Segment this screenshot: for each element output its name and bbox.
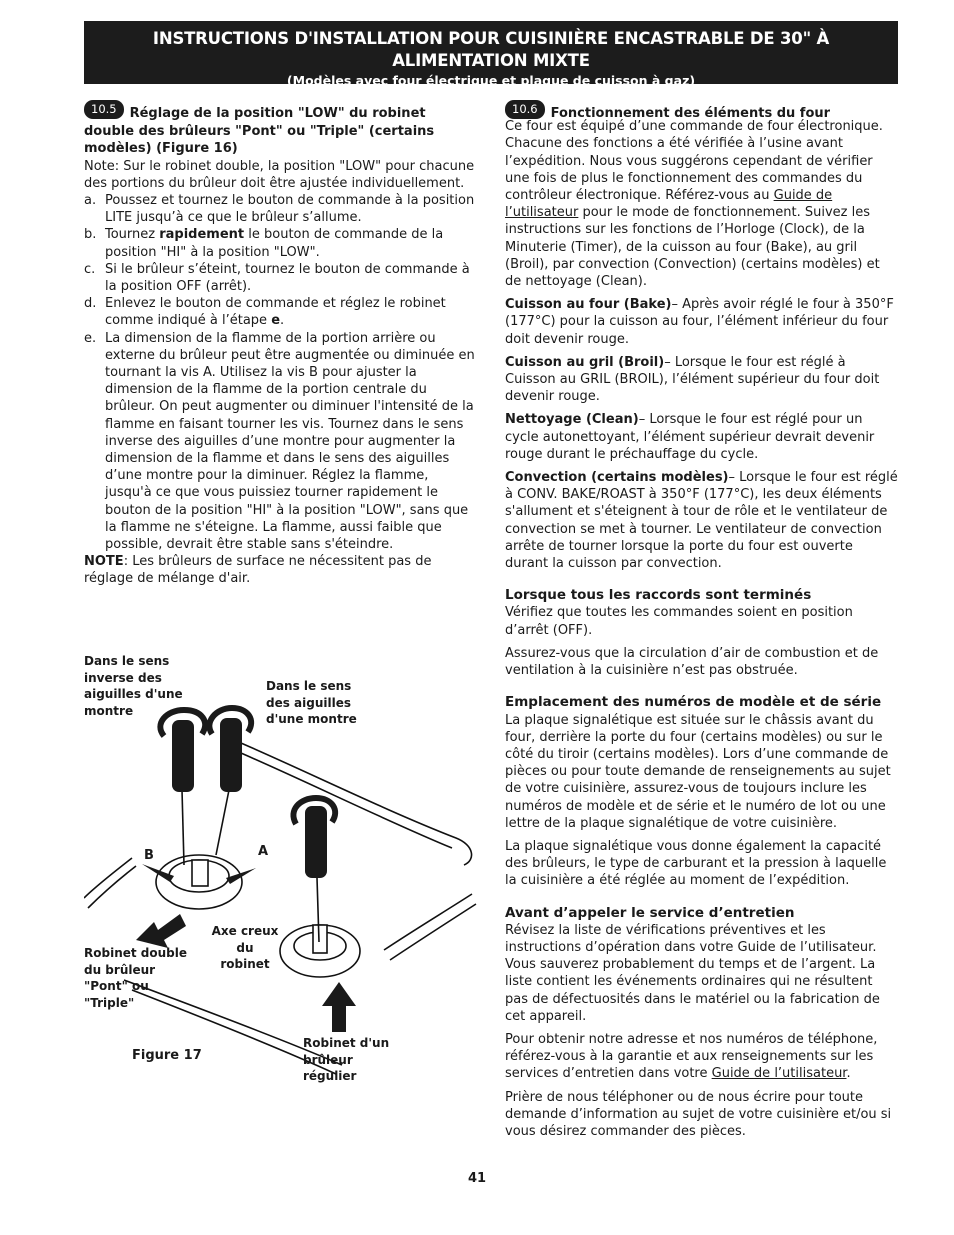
label-double-valve: Robinet double du brûleur "Pont" ou "Triple": [84, 946, 188, 1010]
service-p2: Pour obtenir notre adresse et nos numéros de téléphone, référez-vous à la garantie et aux renseignements sur les services d’entretien dans votre Guide de l’utilisateur.: [505, 1031, 878, 1082]
service-heading: Avant d’appeler le service d’entretien: [505, 904, 795, 921]
section-note: Note: Sur le robinet double, la position "LOW" pour chacune des portions du brûleur doit être ajustée individuellement.: [84, 158, 475, 191]
connections-p1: Vérifiez que toutes les commandes soient en position d’arrêt (OFF).: [505, 605, 853, 638]
figure-caption: Figure 17: [132, 1048, 202, 1063]
label-screw-b: B: [144, 848, 154, 863]
step-item: d. Enlevez le bouton de commande et réglez le robinet comme indiqué à l’étape e.: [84, 296, 446, 329]
section-10-5-heading: [84, 104, 479, 158]
convection-paragraph: Convection (certains modèles)– Lorsque le four est réglé à CONV. BAKE/ROAST à 350°F (177°C), les deux éléments s'allument et s'éteignent à tour de rôle et le ventilateur de convection se met à tourner. Le ventilateur de convection arrête de tourner lorsque la porte du four est ouverte durant la cuisson par convection.: [505, 470, 898, 572]
oven-intro: Ce four est équipé d’une commande de four électronique. Chacune des fonctions a été vérifiée à l’usine avant l’expédition. Nous vous suggérons cependant de vérifier une fois de plus le fonctionnement des commandes du contrôleur électronique. Référez-vous au Guide de l’utilisateur pour le mode de fonctionnement. Suivez les instructions sur les fonctions de l’Horloge (Clock), de la Minuterie (Timer), de la cuisson au four (Bake), au gril (Broil), par convection (Convection) (certains modèles) et de nettoyage (Clean).: [505, 119, 883, 290]
serial-heading: Emplacement des numéros de modèle et de série: [505, 694, 882, 711]
section-badge: 10.5: [84, 100, 124, 119]
step-item: b. Tournez rapidement le bouton de commande de la position "HI" à la position "LOW".: [84, 227, 444, 260]
label-hollow-shaft: Axe creux du robinet: [211, 924, 279, 971]
page-number: 41: [467, 1171, 487, 1186]
section-badge: 10.6: [505, 100, 545, 119]
user-guide-link[interactable]: Guide de l’utilisateur: [711, 1066, 847, 1082]
document-subtitle: (Modèles avec four électrique et plaque de cuisson à gaz): [286, 73, 696, 88]
page-header: [84, 21, 898, 88]
serial-p1: La plaque signalétique est située sur le châssis avant du four, derrière la porte du four (certains modèles) ou sur le côté du tiroir (certains modèles). Lors d’une commande de pièces ou pour toute demande de renseignements au sujet de votre cuisinière, assurez-vous de toujours inclure les numéros de modèle et de série et le numéro de lot ou une lettre de la plaque signalétique de votre cuisinière.: [505, 712, 891, 831]
final-note: NOTE: Les brûleurs de surface ne nécessitent pas de réglage de mélange d'air.: [84, 554, 432, 587]
section-heading-text: Réglage de la position "LOW" du robinet double des brûleurs "Pont" ou "Triple" (certains modèles) (Figure 16): [84, 106, 435, 157]
document-title: INSTRUCTIONS D'INSTALLATION POUR CUISINIÈRE ENCASTRABLE DE 30" À ALIMENTATION MIXTE: [152, 29, 830, 70]
label-cw: Dans le sens des aiguilles d'une montre: [266, 679, 357, 726]
left-column: [84, 104, 479, 588]
user-guide-link[interactable]: Guide de l’utilisateur: [505, 188, 833, 221]
step-item: a. Poussez et tournez le bouton de commande à la position LITE jusqu’à ce que le brûleur s’allume.: [84, 193, 475, 226]
figure-17: [84, 650, 479, 1090]
step-list: [84, 192, 479, 553]
connections-p2: Assurez-vous que la circulation d’air de combustion et de ventilation à la cuisinière n’est pas obstruée.: [505, 645, 879, 679]
label-ccw: Dans le sens inverse des aiguilles d'une montre: [84, 654, 183, 718]
right-column: [505, 104, 899, 1140]
service-p3: Prière de nous téléphoner ou de nous écrire pour toute demande d’information au sujet de votre cuisinière et/ou si vous désirez commander des pièces.: [505, 1089, 892, 1139]
service-p1: Révisez la liste de vérifications préventives et les instructions d’opération dans votre Guide de l’utilisateur. Vous sauverez probablement du temps et de l’argent. La liste contient les événements ordinaires qui ne résultent pas de défectuosités dans le matériel ou la fabrication de cet appareil.: [505, 922, 880, 1024]
step-item: c. Si le brûleur s’éteint, tournez le bouton de commande à la position OFF (arrêt).: [84, 261, 470, 295]
label-regular-valve: Robinet d'un brûleur régulier: [303, 1036, 390, 1083]
step-item: e. La dimension de la flamme de la portion arrière ou externe du brûleur peut être augmentée ou diminuée en tournant la vis A. Utilisez la vis B pour ajuster la dimension de la flamme de la portion centrale du brûleur. On peut augmenter ou diminuer l'intensité de la flamme en faisant tourner les vis. Tournez dans le sens inverse des aiguilles d’une montre pour augmenter la dimension de la flamme et dans le sens des aiguilles d’une montre pour la diminuer. Réglez la flamme, jusqu'à ce que vous puissiez tourner rapidement le bouton de la position "HI" à la position "LOW", sans que la flamme ne s'éteigne. La flamme, aussi faible que possible, devrait être stable sans s'éteindre.: [84, 330, 475, 553]
label-screw-a: A: [258, 844, 269, 859]
serial-p2: La plaque signalétique vous donne également la capacité des brûleurs, le type de carburant et la pression à laquelle la cuisinière a été réglée au moment de l’expédition.: [505, 838, 887, 889]
section-heading-text: Fonctionnement des éléments du four: [550, 106, 831, 121]
connections-heading: Lorsque tous les raccords sont terminés: [505, 587, 812, 604]
broil-paragraph: Cuisson au gril (Broil)– Lorsque le four est réglé à Cuisson au GRIL (BROIL), l’élément supérieur du four doit devenir rouge.: [505, 354, 880, 405]
bake-paragraph: Cuisson au four (Bake)– Après avoir réglé le four à 350°F (177°C) pour la cuisson au four, l’élément inférieur du four doit devenir rouge.: [505, 297, 894, 347]
clean-paragraph: Nettoyage (Clean)– Lorsque le four est réglé pour un cycle autonettoyant, l’élément supérieur devrait devenir rouge durant le préchauffage du cycle.: [505, 412, 875, 462]
